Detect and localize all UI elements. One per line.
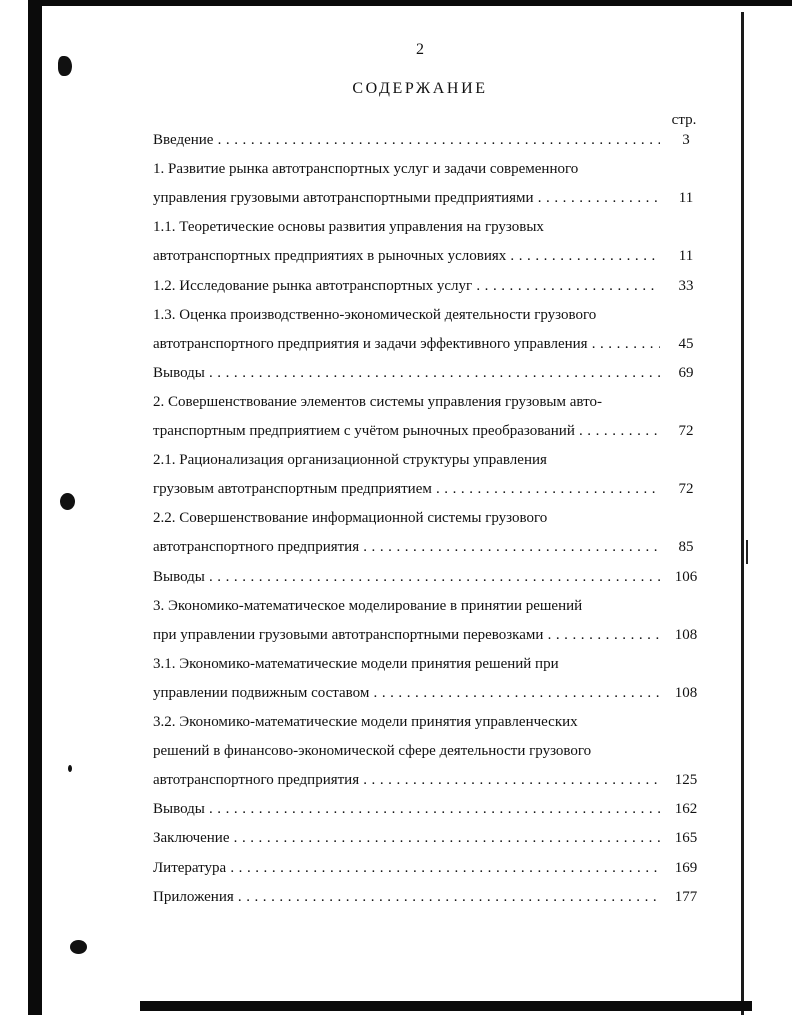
- toc-page-number: 72: [678, 481, 694, 498]
- toc-entry-line: [153, 158, 660, 180]
- scan-mark: [746, 540, 748, 564]
- toc-page-number: 165: [674, 830, 698, 847]
- toc-entry-line: [153, 245, 660, 267]
- toc-page-number: 106: [674, 568, 698, 585]
- toc-entry-text: Выводы . . .: [153, 362, 660, 384]
- toc-entry-text: автотранспортного предприятия и задачи эффективного управления . . .: [153, 333, 660, 355]
- toc-entry-line: [153, 449, 660, 471]
- toc-entry-text: решений в финансово-экономической сфере деятельности грузового: [153, 743, 592, 760]
- ink-blot: [70, 940, 87, 954]
- toc-page-number: 85: [678, 539, 694, 556]
- toc-page-number: 11: [678, 190, 694, 207]
- toc-entry-line: [153, 507, 660, 529]
- scan-top-edge: [28, 0, 792, 6]
- toc-entry-line: [153, 304, 660, 326]
- toc-entry-line: [153, 129, 660, 151]
- toc-entry-text: Выводы . . .: [153, 566, 660, 588]
- toc-entry-line: [153, 333, 660, 355]
- toc-entry-line: [153, 827, 660, 849]
- toc-entry-line: [153, 740, 660, 762]
- toc-entry-line: [153, 653, 660, 675]
- toc-page-number: 45: [678, 335, 694, 352]
- toc-entry-line: [153, 624, 660, 646]
- ink-blot: [60, 493, 75, 510]
- toc-entry-text: 1.1. Теоретические основы развития управления на грузовых: [153, 219, 544, 236]
- toc-entry-line: [153, 682, 660, 704]
- toc-entry-line: [153, 478, 660, 500]
- toc-entry-line: [153, 595, 660, 617]
- toc-entry-text: Введение . . .: [153, 129, 660, 151]
- toc-entry-text: Приложения . . .: [153, 886, 660, 908]
- toc-entry-text: при управлении грузовыми автотранспортными перевозками . . .: [153, 624, 660, 646]
- toc-entry-text: Литература . . .: [153, 857, 660, 879]
- toc-entry-text: Выводы . . .: [153, 798, 660, 820]
- toc-entry-text: автотранспортного предприятия . . .: [153, 536, 660, 558]
- toc-entry-line: [153, 798, 660, 820]
- toc-entry-text: 1. Развитие рынка автотранспортных услуг и задачи современного: [153, 161, 579, 178]
- toc-entry-line: [153, 536, 660, 558]
- toc-page-number: 125: [674, 772, 698, 789]
- toc-entry-text: 3.2. Экономико-математические модели принятия управленческих: [153, 714, 578, 730]
- toc-entry-line: [153, 420, 660, 442]
- ink-blot: [58, 56, 72, 76]
- toc-entry-line: [153, 769, 660, 791]
- toc-entry-text: управлении подвижным составом . . .: [153, 682, 660, 704]
- toc-page-number: 69: [678, 364, 694, 381]
- toc-entry-text: Заключение . . .: [153, 827, 660, 849]
- toc-page-number: 108: [674, 626, 698, 643]
- toc-entry-text: автотранспортного предприятия . . .: [153, 769, 660, 791]
- toc-entry-text: 2.2. Совершенствование информационной системы грузового: [153, 510, 548, 527]
- toc-entry-line: [153, 216, 660, 238]
- toc-page-number: 11: [678, 248, 694, 265]
- ink-blot: [68, 765, 72, 772]
- toc-entry-line: [153, 566, 660, 588]
- toc-entry-text: 1.2. Исследование рынка автотранспортных услуг . . .: [153, 275, 660, 297]
- toc-entry-text: грузовым автотранспортным предприятием . . .: [153, 478, 660, 500]
- toc-entry-line: [153, 362, 660, 384]
- toc-page-number: 162: [674, 801, 698, 818]
- toc-entry-line: [153, 391, 660, 413]
- scan-right-edge: [741, 12, 744, 1015]
- toc-page-number: 108: [674, 684, 698, 701]
- toc-entry-text: автотранспортных предприятиях в рыночных условиях . . .: [153, 245, 660, 267]
- toc-entry-text: 3.1. Экономико-математические модели принятия решений при: [153, 655, 559, 672]
- toc-entry-line: [153, 857, 660, 879]
- toc-page-number: 33: [678, 277, 694, 294]
- page-column-header: стр.: [671, 112, 697, 128]
- toc-entry-text: транспортным предприятием с учётом рыночных преобразований . . .: [153, 420, 660, 442]
- toc-page-number: 177: [674, 888, 698, 905]
- toc-entry-line: [153, 886, 660, 908]
- scan-bottom-edge: [140, 1001, 752, 1011]
- toc-page-number: 72: [678, 423, 694, 439]
- toc-page-number: 3: [682, 132, 690, 148]
- toc-entry-line: [153, 711, 660, 733]
- scan-left-edge: [28, 0, 42, 1015]
- toc-page-number: 169: [674, 859, 698, 876]
- toc-entry-text: 2. Совершенствование элементов системы управления грузовым авто-: [153, 393, 602, 410]
- toc-entry-text: управления грузовыми автотранспортными предприятиями . . .: [153, 187, 660, 209]
- toc-entry-text: 3. Экономико-математическое моделирование в принятии решений: [153, 597, 583, 614]
- toc-entry-text: 2.1. Рационализация организационной структуры управления: [153, 452, 547, 469]
- toc-entry-line: [153, 275, 660, 297]
- toc-entry-line: [153, 187, 660, 209]
- page-title: СОДЕРЖАНИЕ: [352, 80, 488, 97]
- toc-entry-text: 1.3. Оценка производственно-экономической деятельности грузового: [153, 306, 597, 323]
- page-number: 2: [416, 41, 424, 58]
